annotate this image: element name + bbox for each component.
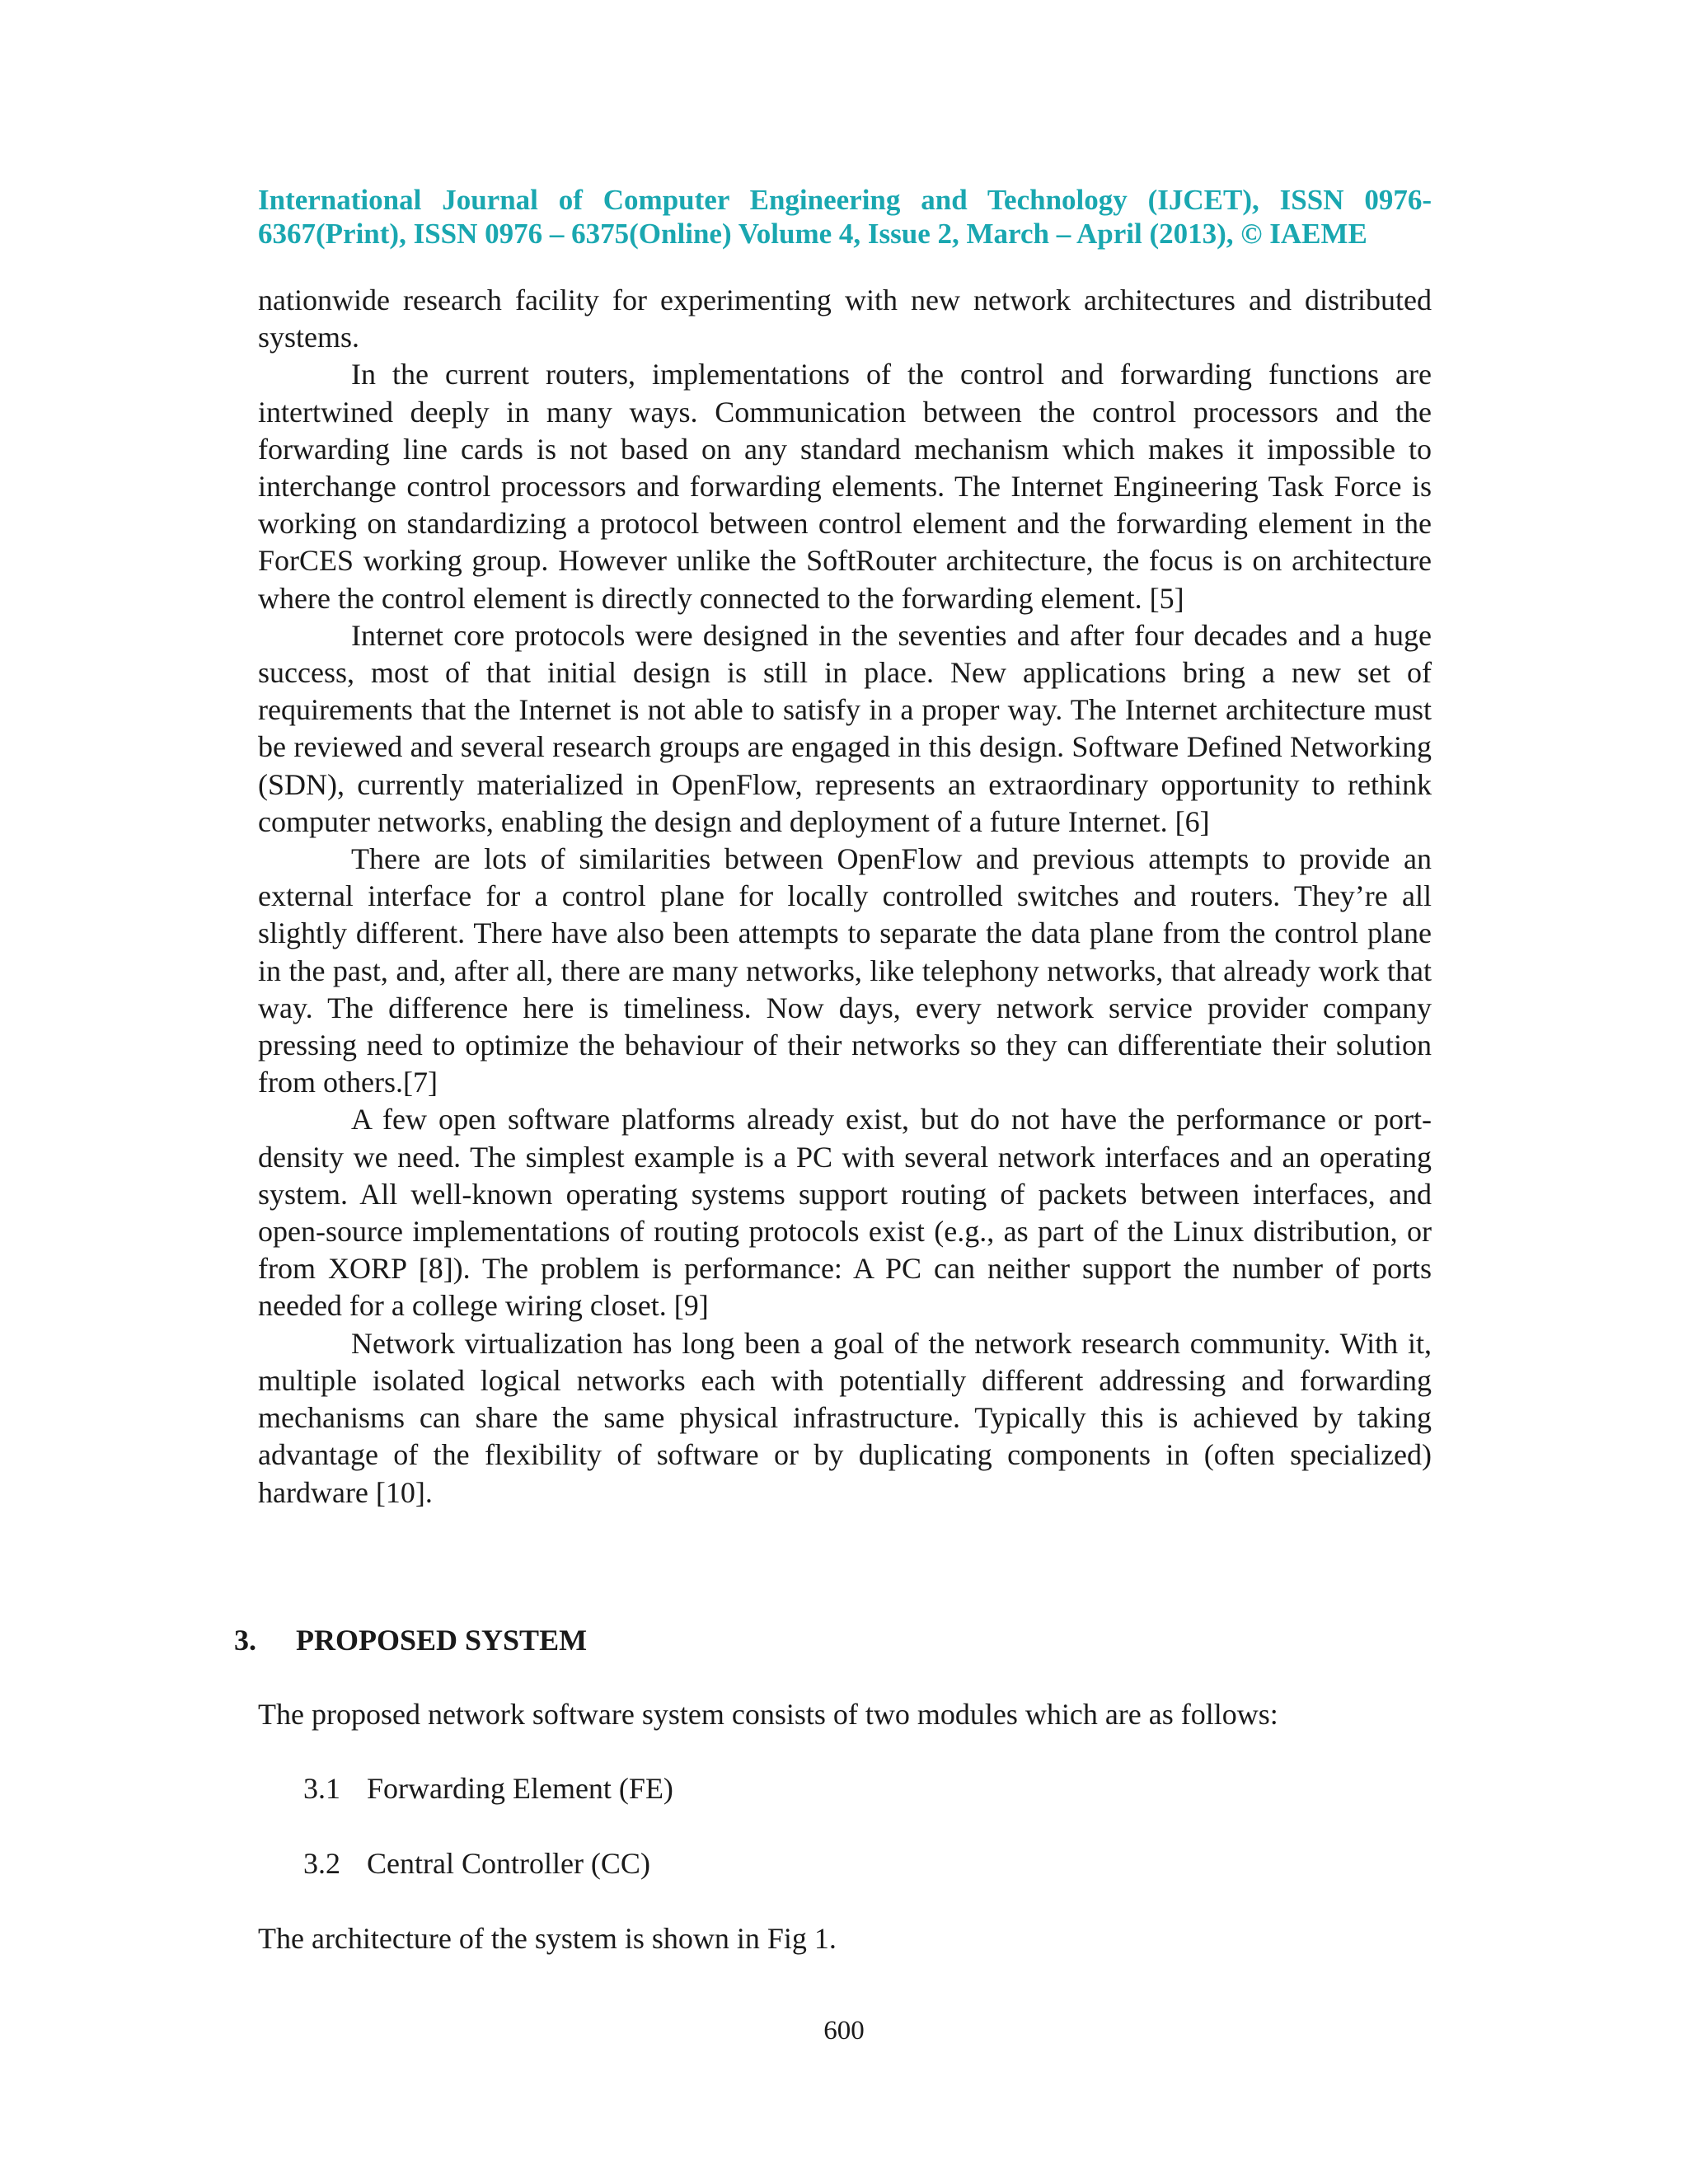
section-number: 3. [234, 1624, 256, 1657]
closing-line: The architecture of the system is shown in Fig 1. [258, 1922, 837, 1955]
list-item-number: 3.1 [303, 1772, 340, 1805]
body-text [258, 282, 1432, 1511]
list-item-number: 3.2 [303, 1847, 340, 1880]
section-title: PROPOSED SYSTEM [296, 1624, 588, 1657]
paragraph-continuation: nationwide research facility for experimenting with new network architectures and distributed systems. [258, 284, 1432, 354]
paragraph-routers: In the current routers, implementations of the control and forwarding functions are intertwined deeply in many ways. Communication between the control processors and the forwarding line cards is not based on any standard mechanism which makes it impossible to interchange control processors and forwarding elements. The Internet Engineering Task Force is working on standardizing a protocol between control element and the forwarding element in the ForCES working group. However unlike the SoftRouter architecture, the focus is on architecture where the control element is directly connected to the forwarding element. [5] [258, 358, 1432, 615]
section-intro: The proposed network software system consists of two modules which are as follows: [258, 1698, 1278, 1731]
paragraph-open-software: A few open software platforms already exist, but do not have the performance or port-density we need. The simplest example is a PC with several network interfaces and an operating system. All well-known operating systems support routing of packets between interfaces, and open-source implementations of routing protocols exist (e.g., as part of the Linux distribution, or from XORP [8]). The problem is performance: A PC can neither support the number of ports needed for a college wiring closet. [9] [258, 1103, 1432, 1323]
list-item-label: Forwarding Element (FE) [367, 1772, 673, 1805]
list-item-label: Central Controller (CC) [367, 1847, 650, 1880]
list-item [303, 1845, 650, 1882]
journal-header [258, 183, 1432, 251]
paragraph-openflow: There are lots of similarities between OpenFlow and previous attempts to provide an external interface for a control plane for locally controlled switches and routers. They’re all slightly different. There have also been attempts to separate the data plane from the control plane in the past, and, after all, there are many networks, like telephony networks, that already work that way. The difference here is timeliness. Now days, every network service provider company pressing need to optimize the behaviour of their networks so they can differentiate their solution from others.[7] [258, 842, 1432, 1099]
paragraph-internet-core: Internet core protocols were designed in the seventies and after four decades and a huge success, most of that initial design is still in place. New applications bring a new set of requirements that the Internet is not able to satisfy in a proper way. The Internet architecture must be reviewed and several research groups are engaged in this design. Software Defined Networking (SDN), currently materialized in OpenFlow, represents an extraordinary opportunity to rethink computer networks, enabling the design and deployment of a future Internet. [6] [258, 618, 1432, 838]
page-number: 600 [823, 2016, 865, 2046]
section-heading [234, 1622, 587, 1658]
journal-header-line-2: 6367(Print), ISSN 0976 – 6375(Online) Volume 4, Issue 2, March – April (2013), © IAEME [258, 218, 1367, 250]
journal-header-line-1: International Journal of Computer Engineering and Technology (IJCET), ISSN 0976- [258, 184, 1432, 216]
paragraph-virtualization: Network virtualization has long been a goal of the network research community. With it, multiple isolated logical networks each with potentially different addressing and forwarding mechanisms can share the same physical infrastructure. Typically this is achieved by taking advantage of the flexibility of software or by duplicating components in (often specialized) hardware [10]. [258, 1326, 1432, 1509]
list-item [303, 1770, 673, 1807]
